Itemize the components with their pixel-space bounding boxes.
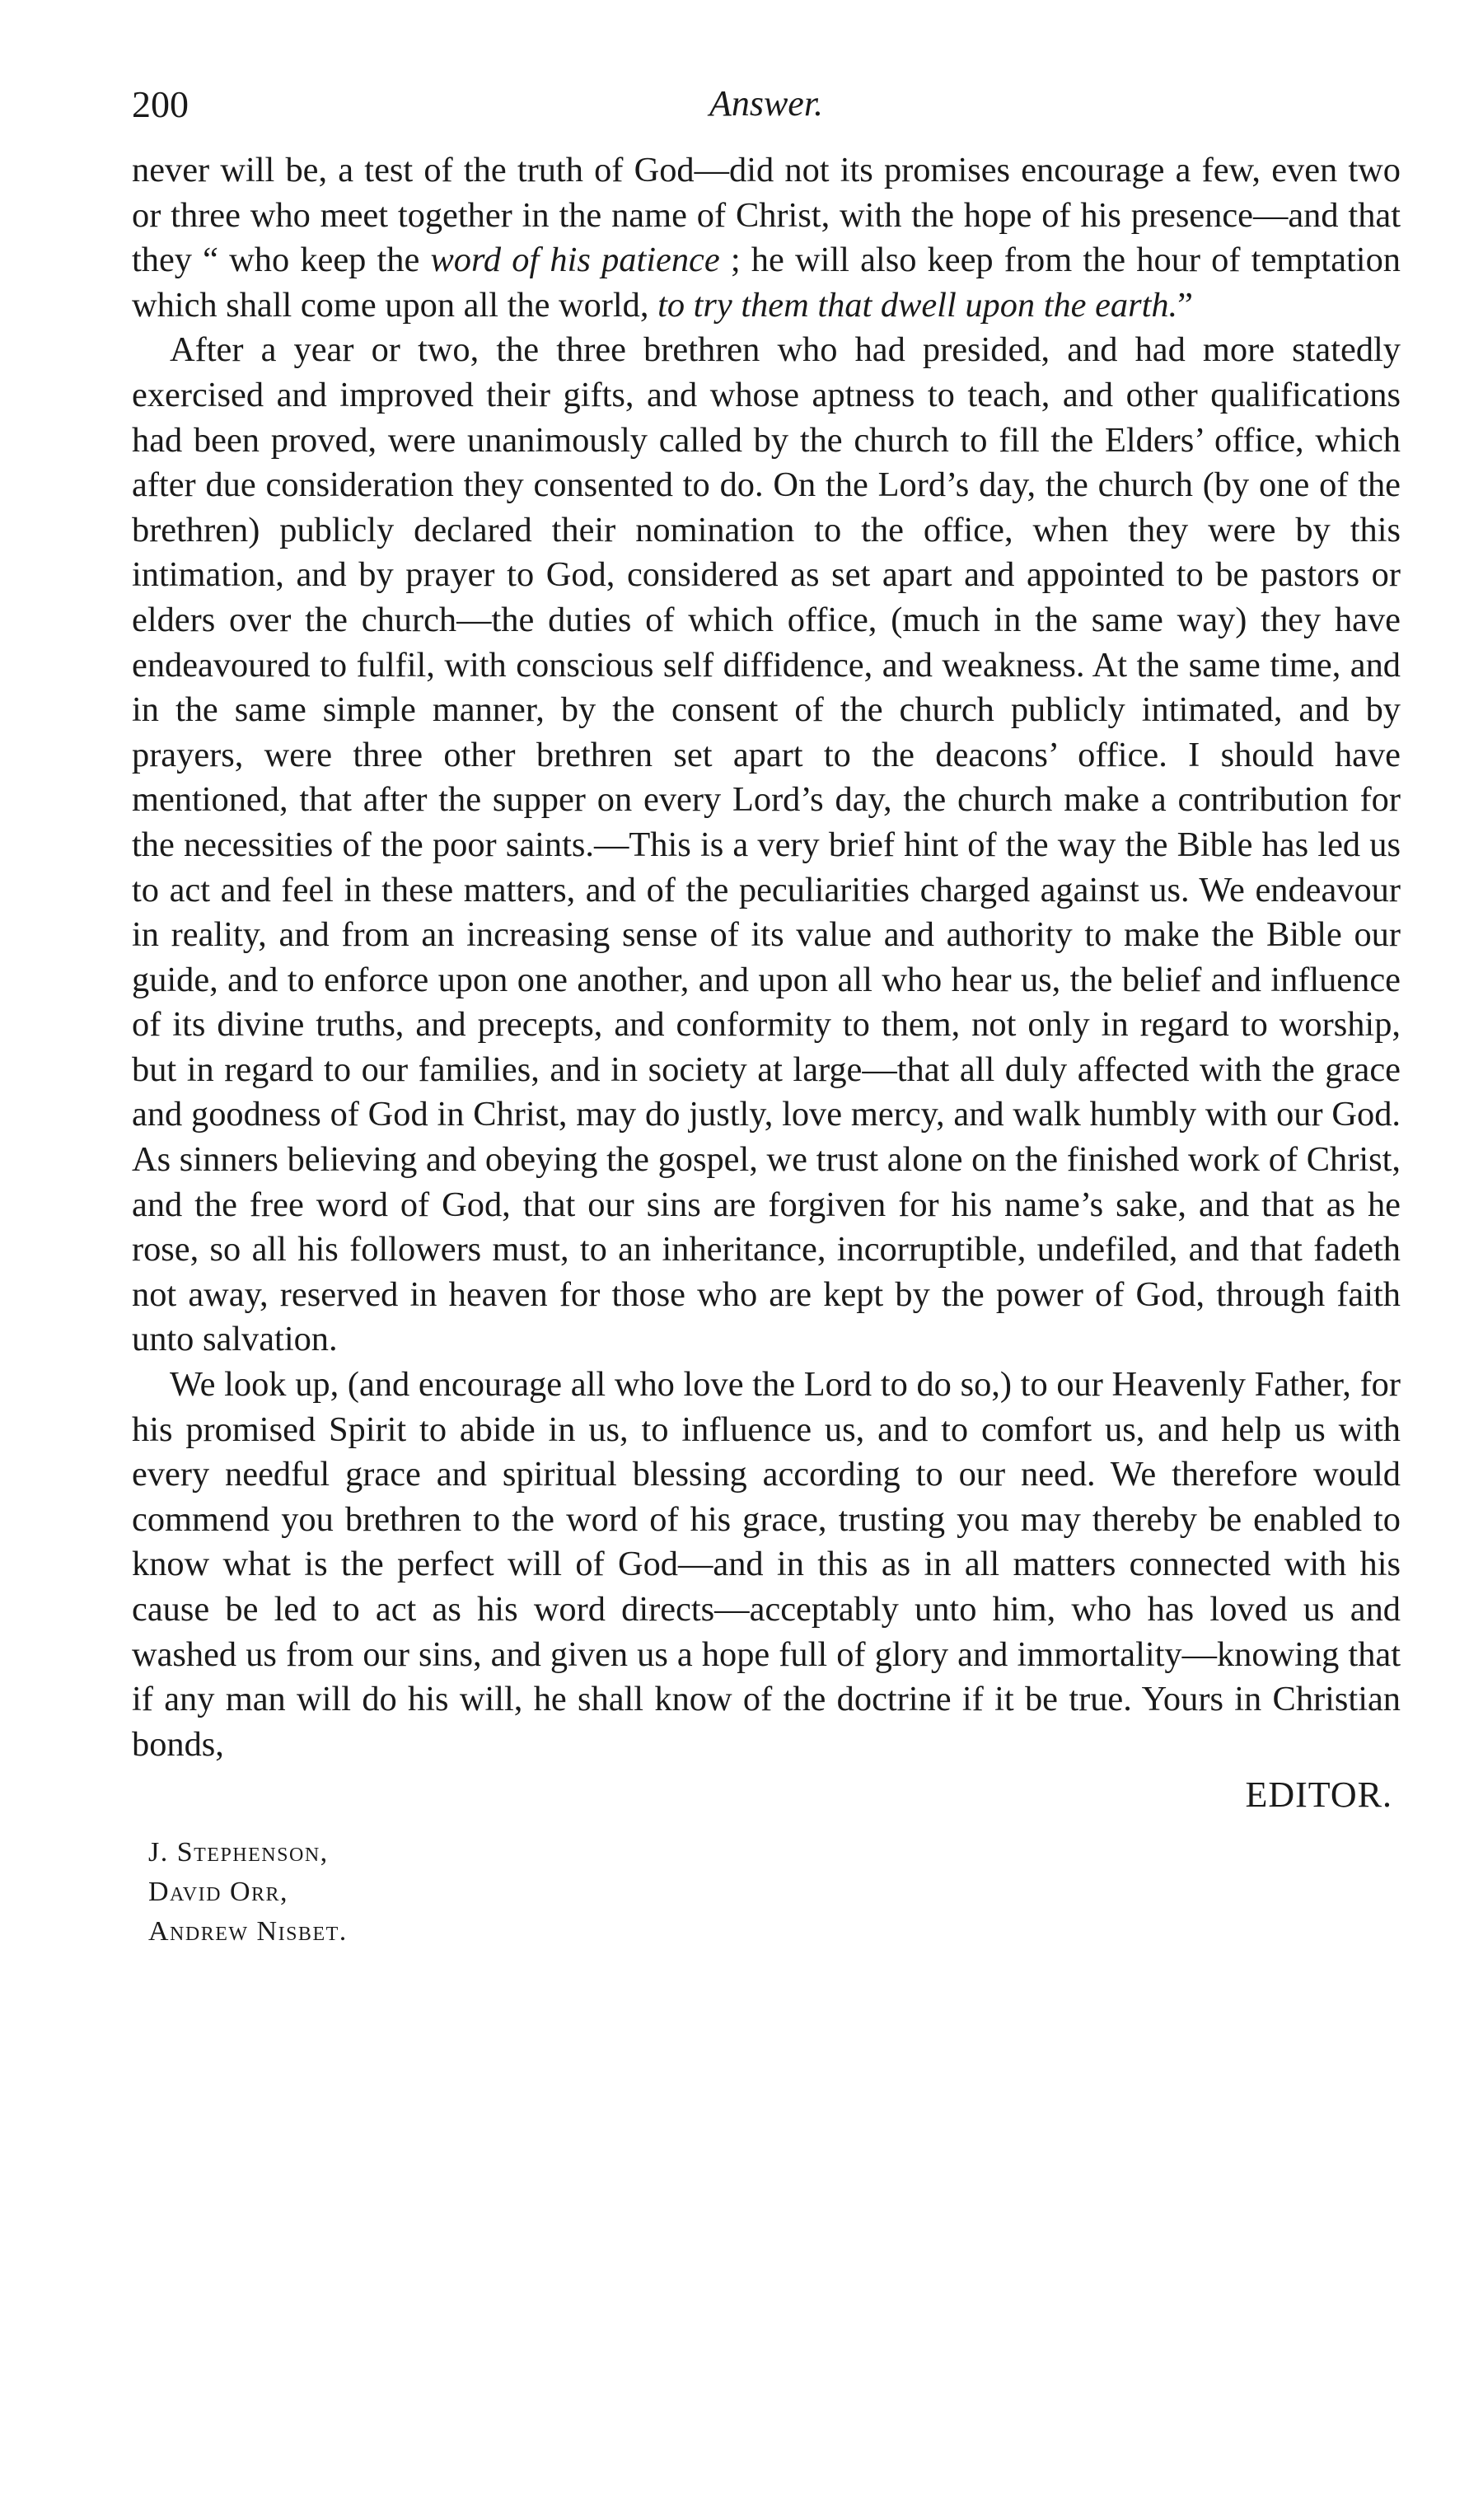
running-head: [132, 82, 1401, 148]
page: [132, 82, 1401, 1952]
paragraph-3: We look up, (and encourage all who love the Lord to do so,) to our Heavenly Father, for his promised Spirit to abide in us, to influence us, and to comfort us, and help us with every needful grace and spiritual blessing according to our need. We therefore would commend you brethren to the word of his grace, trusting you may thereby be enabled to know what is the perfect will of God—and in this as in all matters connected with his cause be led to act as his word directs—acceptably unto him, who has loved us and washed us from our sins, and given us a hope full of glory and immortality—knowing that if any man will do his will, he shall know of the doctrine if it be true. Yours in Christian bonds,: [132, 1365, 1401, 1764]
paragraph-1-text-c: ”: [1177, 285, 1193, 325]
letter-body: [132, 148, 1401, 1767]
paragraph-1-text-a: never will be, a test of the truth of God—did not its promises encourage a few, even two or three who meet together in the name of Christ, with the hope of his presence—and that they “ who keep the: [132, 151, 1401, 280]
editor-signature: EDITOR.: [1245, 1774, 1392, 1816]
signatory-name: David Orr,: [148, 1877, 289, 1908]
signatory-name: J. Stephenson,: [148, 1837, 329, 1868]
signatory-list: [148, 1833, 1401, 1952]
running-title: Answer.: [709, 83, 824, 124]
paragraph-1-quote-italic-2: to try them that dwell upon the earth.: [657, 285, 1178, 325]
page-number: 200: [132, 83, 189, 125]
sign-off: [132, 1767, 1401, 1833]
signatory-name: Andrew Nisbet.: [148, 1916, 348, 1947]
paragraph-1-text-b: ; he will also keep from the hour of temptation which shall come upon all the world,: [132, 241, 1401, 325]
paragraph-1: [132, 148, 1401, 328]
paragraph-1-quote-italic-1: word of his patience: [430, 241, 720, 280]
paragraph-2: After a year or two, the three brethren who had presided, and had more statedly exercised and improved their gifts, and whose aptness to teach, and other qualifications had been proved, were unanimously called by the church to fill the Elders’ office, which after due consideration they consented to do. On the Lord’s day, the church (by one of the brethren) publicly declared their nomination to the office, when they were by this intimation, and by prayer to God, considered as set apart and appointed to be pastors or elders over the church—the duties of which office, (much in the same way) they have endeavoured to fulfil, with conscious self diffidence, and weakness. At the same time, and in the same simple manner, by the consent of the church publicly intimated, and by prayers, were three other brethren set apart to the deacons’ office. I should have mentioned, that after the supper on every Lord’s day, the church make a contribution for the necessities of the poor saints.—This is a very brief hint of the way the Bible has led us to act and feel in these matters, and of the peculiarities charged against us. We endeavour in reality, and from an increasing sense of its value and authority to make the Bible our guide, and to enforce upon one another, and upon all who hear us, the belief and influence of its divine truths, and precepts, and conformity to them, not only in regard to worship, but in regard to our families, and in society at large—that all duly affected with the grace and goodness of God in Christ, may do justly, love mercy, and walk humbly with our God. As sinners believing and obeying the gospel, we trust alone on the finished work of Christ, and the free word of God, that our sins are forgiven for his name’s sake, and that as he rose, so all his followers must, to an inheritance, incorruptible, undefiled, and that fadeth not away, reserved in heaven for those who are kept by the power of God, through faith unto salvation.: [132, 330, 1401, 1359]
